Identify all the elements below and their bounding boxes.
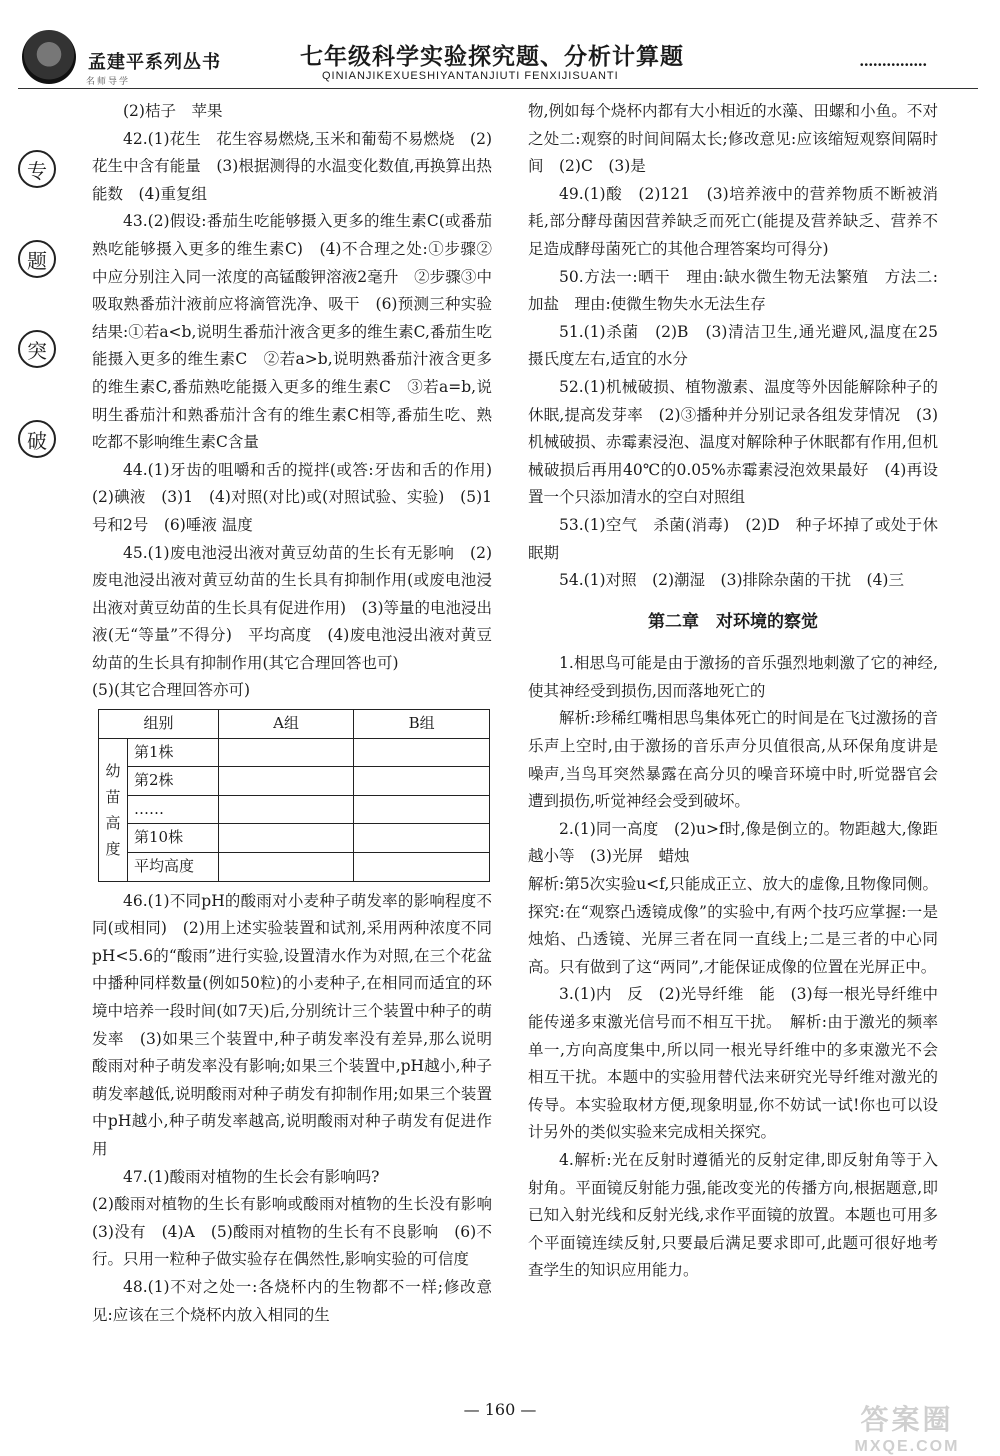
answer-paragraph: (2)桔子 苹果: [123, 102, 223, 120]
answer-49: 49.(1)酸 (2)121 (3)培养液中的营养物质不断被消耗,部分酵母菌因营养缺乏而死亡(能提及营养缺乏、营养不足造成酵母菌死亡的其他合理答案均可得分): [528, 184, 938, 258]
table-row-label: 幼苗高度: [99, 738, 128, 881]
answer-50: 50.方法一:晒干 理由:缺水微生物无法繁殖 方法二:加盐 理由:使微生物失水无法生存: [528, 267, 938, 314]
watermark: [832, 1398, 982, 1455]
page-header: [0, 0, 1000, 100]
table-row: 第2株: [128, 767, 219, 796]
answer-44: 44.(1)牙齿的咀嚼和舌的搅拌(或答:牙齿和舌的作用) (2)碘液 (3)1 (4)对照(对比)或(对照试验、实验) (5)1号和2号 (6)唾液 温度: [92, 460, 508, 534]
watermark-url: MXQE.COM: [854, 1438, 960, 1455]
sidebar-label: [12, 150, 62, 510]
answer-ch2-1-analysis: 解析:珍稀红嘴相思鸟集体死亡的时间是在飞过激扬的音乐声上空时,由于激扬的音乐声分贝值很高,从环保角度讲是噪声,当鸟耳突然暴露在高分贝的噪音环境中时,听觉器官会遭到损伤,听觉神经会受到破坏。: [528, 709, 938, 811]
answer-47-cont: (2)酸雨对植物的生长有影响或酸雨对植物的生长没有影响 (3)没有 (4)A (5)酸雨对植物的生长有不良影响 (6)不行。只用一粒种子做实验存在偶然性,影响实验的可信度: [92, 1195, 508, 1269]
sidebar-char: 突: [18, 330, 56, 368]
series-subtitle: 名师导学: [86, 77, 131, 87]
seedling-height-table: [98, 709, 490, 882]
answer-53: 53.(1)空气 杀菌(消毒) (2)D 种子坏掉了或处于休眠期: [528, 515, 938, 562]
chapter-heading: 第二章 对环境的察觉: [648, 611, 818, 632]
header-dots: •••••••••••••••: [860, 60, 928, 71]
table-header: B组: [354, 710, 490, 739]
table-row: 第10株: [128, 824, 219, 853]
page-number: — 160 —: [463, 1400, 537, 1419]
answer-ch2-2-analysis: 解析:第5次实验u<f,只能成正立、放大的虚像,且物像同侧。探究:在“观察凸透镜成像”的实验中,有两个技巧应掌握:一是烛焰、凸透镜、光屏三者在同一直线上;二是三者的中心同高。只有做到了这“两同”,才能保证成像的位置在光屏正中。: [528, 875, 938, 976]
series-name: 孟建平系列丛书: [88, 52, 221, 73]
answer-54: 54.(1)对照 (2)潮湿 (3)排除杂菌的干扰 (4)三: [559, 571, 904, 590]
answer-52: 52.(1)机械破损、植物激素、温度等外因能解除种子的休眠,提高发芽率 (2)③播种并分别记录各组发芽情况 (3)机械破损、赤霉素浸泡、温度对解除种子休眠都有作用,但机械破损后再用40℃的0.05%赤霉素浸泡效果最好 (4)再设置一个只添加清水的空白对照组: [528, 377, 938, 507]
table-row: 第1株: [128, 738, 219, 767]
answer-51: 51.(1)杀菌 (2)B (3)清洁卫生,通光避风,温度在25摄氏度左右,适宜的水分: [528, 322, 938, 369]
table-row: ……: [128, 795, 219, 824]
answer-ch2-2: 2.(1)同一高度 (2)u>f时,像是倒立的。物距越大,像距越小等 (3)光屏 蜡烛: [528, 819, 938, 866]
table-row: 平均高度: [128, 853, 219, 882]
answer-48-cont: 物,例如每个烧杯内都有大小相近的水藻、田螺和小鱼。不对之处二:观察的时间间隔太长;修改意见:应该缩短观察间隔时间 (2)C (3)是: [528, 102, 938, 176]
answer-46: 46.(1)不同pH的酸雨对小麦种子萌发率的影响程度不同(或相同) (2)用上述实验装置和试剂,采用两种浓度不同pH<5.6的“酸雨”进行实验,设置清水作为对照,在三个花盆中播种同样数量(例如50粒)的小麦种子,在相同而适宜的环境中培养一段时间(如7天)后,分别统计三个装置中种子的萌发率 (3)如果三个装置中,种子萌发率没有差异,那么说明酸雨对种子萌发率没有影响;如果三个装置中,pH越小,种子萌发率越低,说明酸雨对种子萌发有抑制作用;如果三个装置中pH越小,种子萌发率越高,说明酸雨对种子萌发有促进作用: [92, 891, 492, 1158]
book-title-pinyin: QINIANJIKEXUESHIYANTANJIUTI FENXIJISUANTI: [322, 70, 619, 82]
answer-47: 47.(1)酸雨对植物的生长会有影响吗?: [123, 1167, 380, 1186]
answer-ch2-1: 1.相思鸟可能是由于激扬的音乐强烈地刺激了它的神经,使其神经受到损伤,因而落地死亡的: [528, 654, 938, 700]
answer-ch2-4: 4.解析:光在反射时遵循光的反射定律,即反射角等于入射角。平面镜反射能力强,能改变光的传播方向,根据题意,即已知入射光线和反射光线,求作平面镜的放置。本题也可用多个平面镜连续反射,只要最后满足要求即可,此题可很好地考查学生的知识应用能力。: [528, 1150, 938, 1280]
header-rule: [18, 88, 978, 89]
answer-48: 48.(1)不对之处一:各烧杯内的生物都不一样;修改意见:应该在三个烧杯内放入相同的生: [92, 1277, 492, 1324]
answer-43: 43.(2)假设:番茄生吃能够摄入更多的维生素C(或番茄熟吃能够摄入更多的维生素C) (4)不合理之处:①步骤②中应分别注入同一浓度的高锰酸钾溶液2毫升 ②步骤③中吸取熟番茄汁液前应将滴管洗净、吸干 (6)预测三种实验结果:①若a<b,说明生番茄汁液含更多的维生素C,番茄生吃能摄入更多的维生素C ②若a>b,说明熟番茄汁液含更多的维生素C,番茄熟吃能摄入更多的维生素C ③若a=b,说明生番茄汁和熟番茄汁含有的维生素C相等,番茄生吃、熟吃都不影响维生素C含量: [92, 212, 492, 452]
answer-42: 42.(1)花生 花生容易燃烧,玉米和葡萄不易燃烧 (2)花生中含有能量 (3)根据测得的水温变化数值,再换算出热能数 (4)重复组: [92, 129, 492, 203]
answer-ch2-3: 3.(1)内 反 (2)光导纤维 能 (3)每一根光导纤维中能传递多束激光信号而不相互干扰。 解析:由于激光的频率单一,方向高度集中,所以同一根光导纤维中的多束激光不会相互干扰。本题中的实验用替代法来研究光导纤维对激光的传导。本实验取材方便,现象明显,你不妨试一试!你也可以设计另外的类似实验来完成相关探究。: [528, 985, 938, 1142]
answer-45-note: (5)(其它合理回答亦可): [92, 681, 251, 700]
table-header: A组: [219, 710, 354, 739]
publisher-logo-icon: [22, 30, 76, 84]
sidebar-char: 破: [18, 420, 56, 458]
sidebar-char: 专: [18, 150, 56, 188]
answer-45: 45.(1)废电池浸出液对黄豆幼苗的生长有无影响 (2)废电池浸出液对黄豆幼苗的生长具有抑制作用(或废电池浸出液对黄豆幼苗的生长具有促进作用) (3)等量的电池浸出液(无“等量”不得分) 平均高度 (4)废电池浸出液对黄豆幼苗的生长具有抑制作用(其它合理回答也可): [92, 543, 493, 672]
watermark-text: 答案圈: [860, 1404, 954, 1435]
sidebar-char: 题: [18, 240, 56, 278]
book-title: 七年级科学实验探究题、分析计算题: [300, 43, 684, 70]
left-column: [92, 98, 508, 1329]
table-header: 组别: [99, 710, 219, 739]
right-column: [528, 98, 938, 1285]
